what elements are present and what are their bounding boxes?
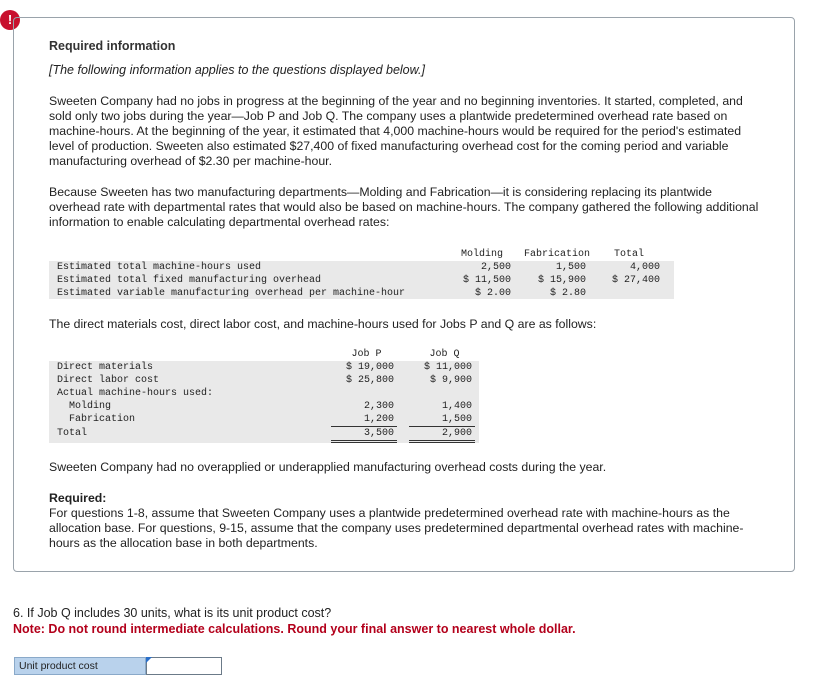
- row-label: Fabrication: [57, 414, 136, 425]
- department-table: [49, 248, 674, 303]
- row-label: Actual machine-hours used:: [57, 388, 214, 399]
- paragraph-4: Sweeten Company had no overapplied or underapplied manufacturing overhead costs during the year.: [49, 460, 607, 474]
- cell-value: 1,400: [441, 401, 472, 412]
- row-label: Total: [57, 428, 88, 439]
- cell-value: $ 27,400: [611, 275, 660, 286]
- unit-product-cost-input[interactable]: [146, 657, 222, 675]
- intro-note: [The following information applies to the questions displayed below.]: [49, 63, 425, 77]
- alert-icon: !: [0, 10, 20, 30]
- total-double-rule: [409, 440, 475, 441]
- col-header-fabrication: Fabrication: [524, 249, 591, 260]
- jobs-table: [49, 348, 479, 444]
- col-header-job-q: Job Q: [429, 349, 460, 360]
- cell-value: $ 19,000: [345, 362, 394, 373]
- cell-value: 1,500: [555, 262, 586, 273]
- cell-value: 2,900: [441, 428, 472, 439]
- row-label: Direct labor cost: [57, 375, 160, 386]
- row-label: Estimated total fixed manufacturing overhead: [57, 275, 322, 286]
- row-label: Molding: [57, 401, 112, 412]
- cell-value: $ 25,800: [345, 375, 394, 386]
- cell-value: $ 11,000: [423, 362, 472, 373]
- cell-value: 3,500: [363, 428, 394, 439]
- required-information-panel: [13, 17, 795, 572]
- question-note: Note: Do not round intermediate calculations. Round your final answer to nearest whole dollar.: [13, 622, 576, 636]
- required-block: [49, 491, 764, 551]
- cell-value: $ 9,900: [429, 375, 472, 386]
- input-marker-icon: [146, 657, 152, 663]
- paragraph-1: Sweeten Company had no jobs in progress at the beginning of the year and no beginning inventories. It started, completed, and sold only two jobs during the year—Job P and Job Q. The company uses a plantwide predetermined overhead rate based on machine-hours. At the beginning of the year, it estimated that 4,000 machine-hours would be required for the period's estimated level of production. Sweeten also estimated $27,400 of fixed manufacturing overhead cost for the coming period and variable manufacturing overhead of $2.30 per machine-hour.: [49, 94, 743, 168]
- cell-value: 1,500: [441, 414, 472, 425]
- total-double-rule: [331, 442, 397, 443]
- row-label: Estimated variable manufacturing overhead per machine-hour: [57, 288, 406, 299]
- total-double-rule: [409, 442, 475, 443]
- cell-value: $ 15,900: [537, 275, 586, 286]
- cell-value: 4,000: [629, 262, 660, 273]
- col-header-molding: Molding: [461, 249, 504, 260]
- col-header-job-p: Job P: [351, 349, 382, 360]
- unit-product-cost-label: Unit product cost: [14, 657, 146, 675]
- total-double-rule: [331, 440, 397, 441]
- required-text: For questions 1-8, assume that Sweeten Company uses a plantwide predetermined overhead rate with machine-hours as the allocation base. For questions, 9-15, assume that the company uses predetermined departmental overhead rates with machine-hours as the allocation base in both departments.: [49, 506, 744, 550]
- row-label: Direct materials: [57, 362, 154, 373]
- col-header-total: Total: [614, 249, 645, 260]
- question-block: [13, 605, 576, 637]
- paragraph-3: The direct materials cost, direct labor cost, and machine-hours used for Jobs P and Q are as follows:: [49, 317, 597, 331]
- cell-value: $ 2.80: [549, 288, 586, 299]
- row-label: Estimated total machine-hours used: [57, 262, 262, 273]
- question-text: 6. If Job Q includes 30 units, what is its unit product cost?: [13, 606, 332, 620]
- required-label: Required:: [49, 491, 107, 505]
- cell-value: 2,500: [480, 262, 511, 273]
- cell-value: $ 2.00: [474, 288, 511, 299]
- section-title: Required information: [49, 39, 176, 53]
- cell-value: 1,200: [363, 414, 394, 425]
- cell-value: 2,300: [363, 401, 394, 412]
- paragraph-2: Because Sweeten has two manufacturing departments—Molding and Fabrication—it is considering replacing its plantwide overhead rate with departmental rates that would also be based on machine-hours. The company gathered the following additional information to enable calculating departmental overhead rates:: [49, 185, 759, 229]
- cell-value: $ 11,500: [462, 275, 511, 286]
